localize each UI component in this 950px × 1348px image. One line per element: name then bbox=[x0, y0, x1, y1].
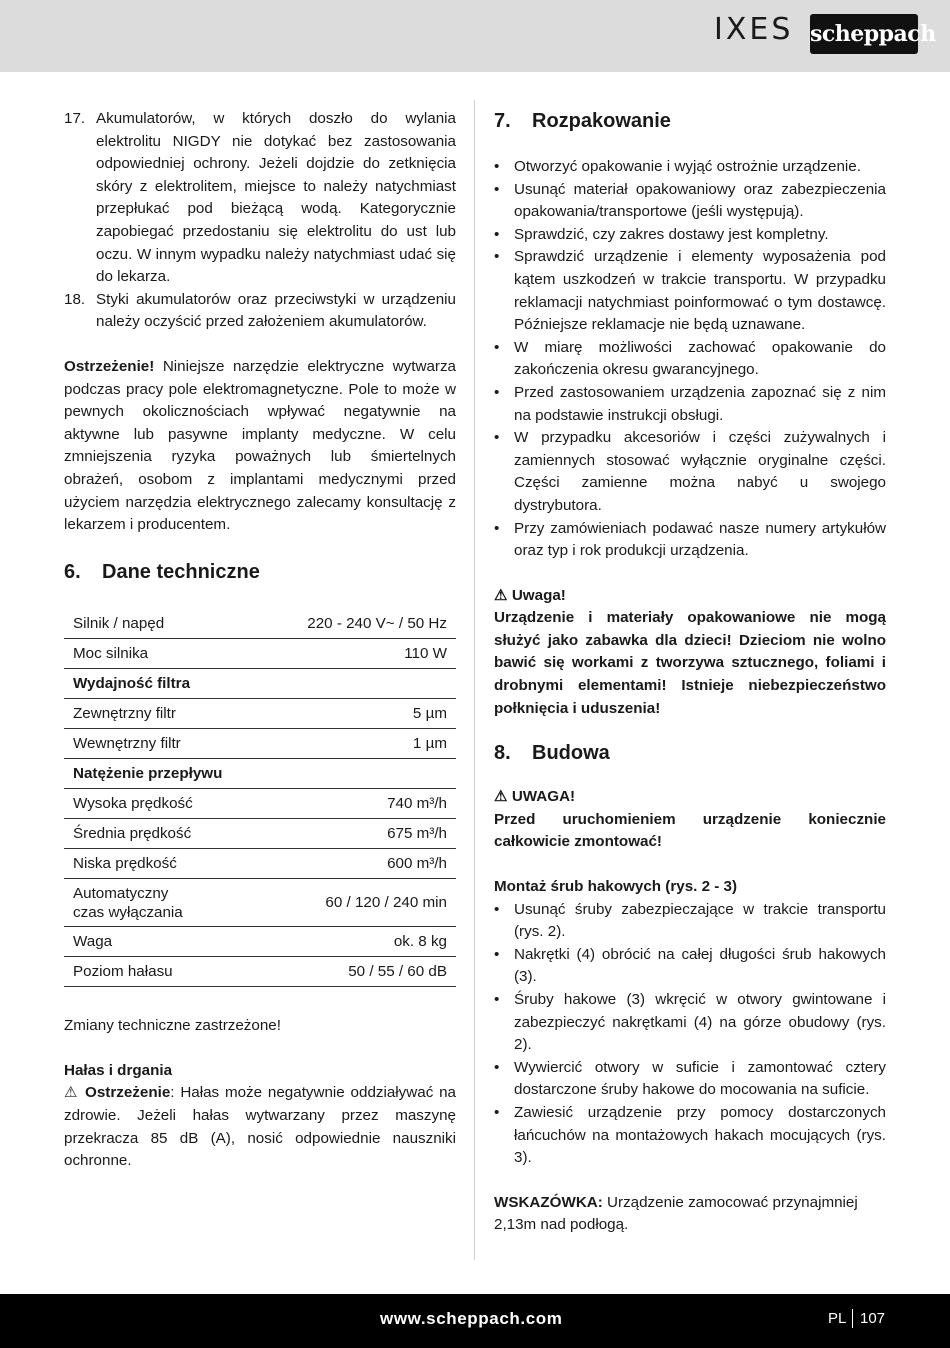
table-row: Wysoka prędkość 740 m³/h bbox=[64, 789, 456, 819]
ixes-logo: IXES bbox=[714, 12, 794, 47]
tech-data-table bbox=[64, 609, 456, 988]
list-item: • W miarę możliwości zachować opakowanie do zakończenia okresu gwarancyjnego. bbox=[494, 338, 886, 379]
warning-text: Niniejsze narzędzie elektryczne wytwarza podczas pracy pole elektromagnetyczne. Pole to może w pewnych okolicznościach wpływać negatywnie na aktywne lub pasywne implanty medyczne. W celu zmniejszenia ryzyka poważnych lub śmiertelnych obrażeń, osobom z implantami medycznymi przed użyciem narzędzia elektrycznego zalecamy konsultację z lekarzem i producentem. bbox=[64, 357, 456, 534]
section-6-heading: 6. Dane techniczne bbox=[64, 560, 260, 583]
right-column bbox=[494, 108, 886, 1237]
caution-heading: ⚠ Uwaga! bbox=[494, 586, 566, 604]
list-item: • Sprawdzić urządzenie i elementy wyposażenia pod kątem uszkodzeń w trakcie transportu. W przypadku reklamacji natychmiast poinformować o tym dostawcę. Późniejsze reklamacje nie będą uznawane. bbox=[494, 248, 886, 334]
section-7-heading: 7. Rozpakowanie bbox=[494, 110, 671, 132]
list-item: • Usunąć śruby zabezpieczające w trakcie transportu (rys. 2). bbox=[494, 900, 886, 941]
table-row: Poziom hałasu 50 / 55 / 60 dB bbox=[64, 957, 456, 987]
warning-triangle-icon: ⚠ bbox=[64, 1084, 80, 1102]
table-row: Wewnętrzny filtr 1 µm bbox=[64, 729, 456, 759]
caution-text: Urządzenie i materiały opakowaniowe nie mogą służyć jako zabawka dla dzieci! Dzieciom nie wolno bawić się workami z tworzywa sztucznego, foliami i drobnymi elementami! Istnieje niebezpieczeństwo połknięcia i uduszenia! bbox=[494, 609, 886, 717]
emf-warning-paragraph bbox=[64, 356, 456, 537]
numbered-list bbox=[64, 108, 456, 334]
table-row: Zewnętrzny filtr 5 µm bbox=[64, 699, 456, 729]
hint-label: WSKAZÓWKA: bbox=[494, 1193, 603, 1211]
left-column bbox=[64, 108, 456, 1173]
footer-separator bbox=[852, 1309, 853, 1328]
section-title: Budowa bbox=[532, 742, 610, 765]
noise-paragraph: ⚠ Ostrzeżenie: Hałas może negatywnie oddziaływać na zdrowie. Jeżeli hałas wytwarzany przez maszynę przekracza 85 dB (A), nosić odpowiednie nauszniki ochronne. bbox=[64, 1084, 456, 1170]
list-item: • W przypadku akcesoriów i części zużywalnych i zamiennych stosować wyłącznie oryginalne części. Części zamienne można nabyć u swojego dystrybutora. bbox=[494, 429, 886, 514]
table-row: Moc silnika 110 W bbox=[64, 639, 456, 669]
footer-bar bbox=[0, 1294, 950, 1348]
table-row: Niska prędkość 600 m³/h bbox=[64, 849, 456, 879]
page-number: 107 bbox=[860, 1310, 886, 1327]
noise-heading: Hałas i drgania bbox=[64, 1061, 173, 1079]
caution2-heading: ⚠ UWAGA! bbox=[494, 788, 576, 806]
list-item: • Nakrętki (4) obrócić na całej długości śrub hakowych (3). bbox=[494, 945, 886, 986]
table-row: Średnia prędkość 675 m³/h bbox=[64, 819, 456, 849]
section-title: Dane techniczne bbox=[102, 560, 260, 583]
table-row: Wydajność filtra bbox=[64, 669, 456, 699]
table-row: Natężenie przepływu bbox=[64, 759, 456, 789]
scheppach-logo: scheppach bbox=[810, 14, 918, 54]
website-link[interactable]: www.scheppach.com bbox=[380, 1309, 563, 1328]
list-item-18: 18. Styki akumulatorów oraz przeciwstyki w urządzeniu należy oczyścić przed założeniem akumulatorów. bbox=[64, 290, 456, 331]
list-item: • Sprawdzić, czy zakres dostawy jest kompletny. bbox=[494, 225, 829, 243]
table-row: Automatyczny czas wyłączania 60 / 120 / 240 min bbox=[64, 879, 456, 927]
list-item-17: 17. Akumulatorów, w których doszło do wylania elektrolitu NIGDY nie dotykać bez zastosowania odpowiedniej ochrony. Jeżeli dojdzie do zetknięcia skóry z elektrolitem, miejsce to należy natychmiast przepłukać pod bieżącą wodą. Kategorycznie zapobiegać przedostaniu się elektrolitu do ust lub oczu. W innym wypadku należy natychmiast udać się do lekarza. bbox=[64, 110, 456, 286]
section-title: Rozpakowanie bbox=[532, 110, 671, 132]
list-item: • Śruby hakowe (3) wkręcić w otwory gwintowane i zabezpieczyć nakrętkami (4) na górze obudowy (rys. 2). bbox=[494, 991, 886, 1054]
list-item: • Wywiercić otwory w suficie i zamontować cztery dostarczone śruby hakowe do mocowania na suficie. bbox=[494, 1058, 886, 1099]
list-item: • Przed zastosowaniem urządzenia zapoznać się z nim na podstawie instrukcji obsługi. bbox=[494, 383, 886, 424]
caution2-text: Przed uruchomieniem urządzenie koniecznie całkowicie zmontować! bbox=[494, 810, 886, 851]
section-8-heading: 8. Budowa bbox=[494, 742, 610, 765]
header-bar bbox=[0, 0, 950, 72]
mount-heading: Montaż śrub hakowych (rys. 2 - 3) bbox=[494, 878, 738, 896]
changes-note: Zmiany techniczne zastrzeżone! bbox=[64, 1017, 281, 1035]
unpacking-list bbox=[494, 156, 886, 563]
list-item: • Otworzyć opakowanie i wyjąć ostrożnie urządzenie. bbox=[494, 158, 861, 175]
mounting-list bbox=[494, 899, 886, 1170]
table-row: Silnik / napęd 220 - 240 V~ / 50 Hz bbox=[64, 609, 456, 639]
list-item: • Zawiesić urządzenie przy pomocy dostarczonych łańcuchów na montażowych hakach mocujących (rys. 3). bbox=[494, 1103, 886, 1167]
list-item: • Usunąć materiał opakowaniowy oraz zabezpieczenia opakowania/transportowe (jeśli występują). bbox=[494, 180, 886, 221]
list-item: • Przy zamówieniach podawać nasze numery artykułów oraz typ i rok produkcji urządzenia. bbox=[494, 519, 886, 560]
noise-warning-label: Ostrzeżenie bbox=[85, 1084, 171, 1102]
hint-paragraph: WSKAZÓWKA: Urządzenie zamocować przynajmniej 2,13m nad podłogą. bbox=[494, 1193, 858, 1234]
column-divider bbox=[474, 100, 475, 1260]
table-row: Waga ok. 8 kg bbox=[64, 927, 456, 957]
warning-label: Ostrzeżenie! bbox=[64, 357, 155, 375]
language-code: PL bbox=[828, 1310, 847, 1327]
